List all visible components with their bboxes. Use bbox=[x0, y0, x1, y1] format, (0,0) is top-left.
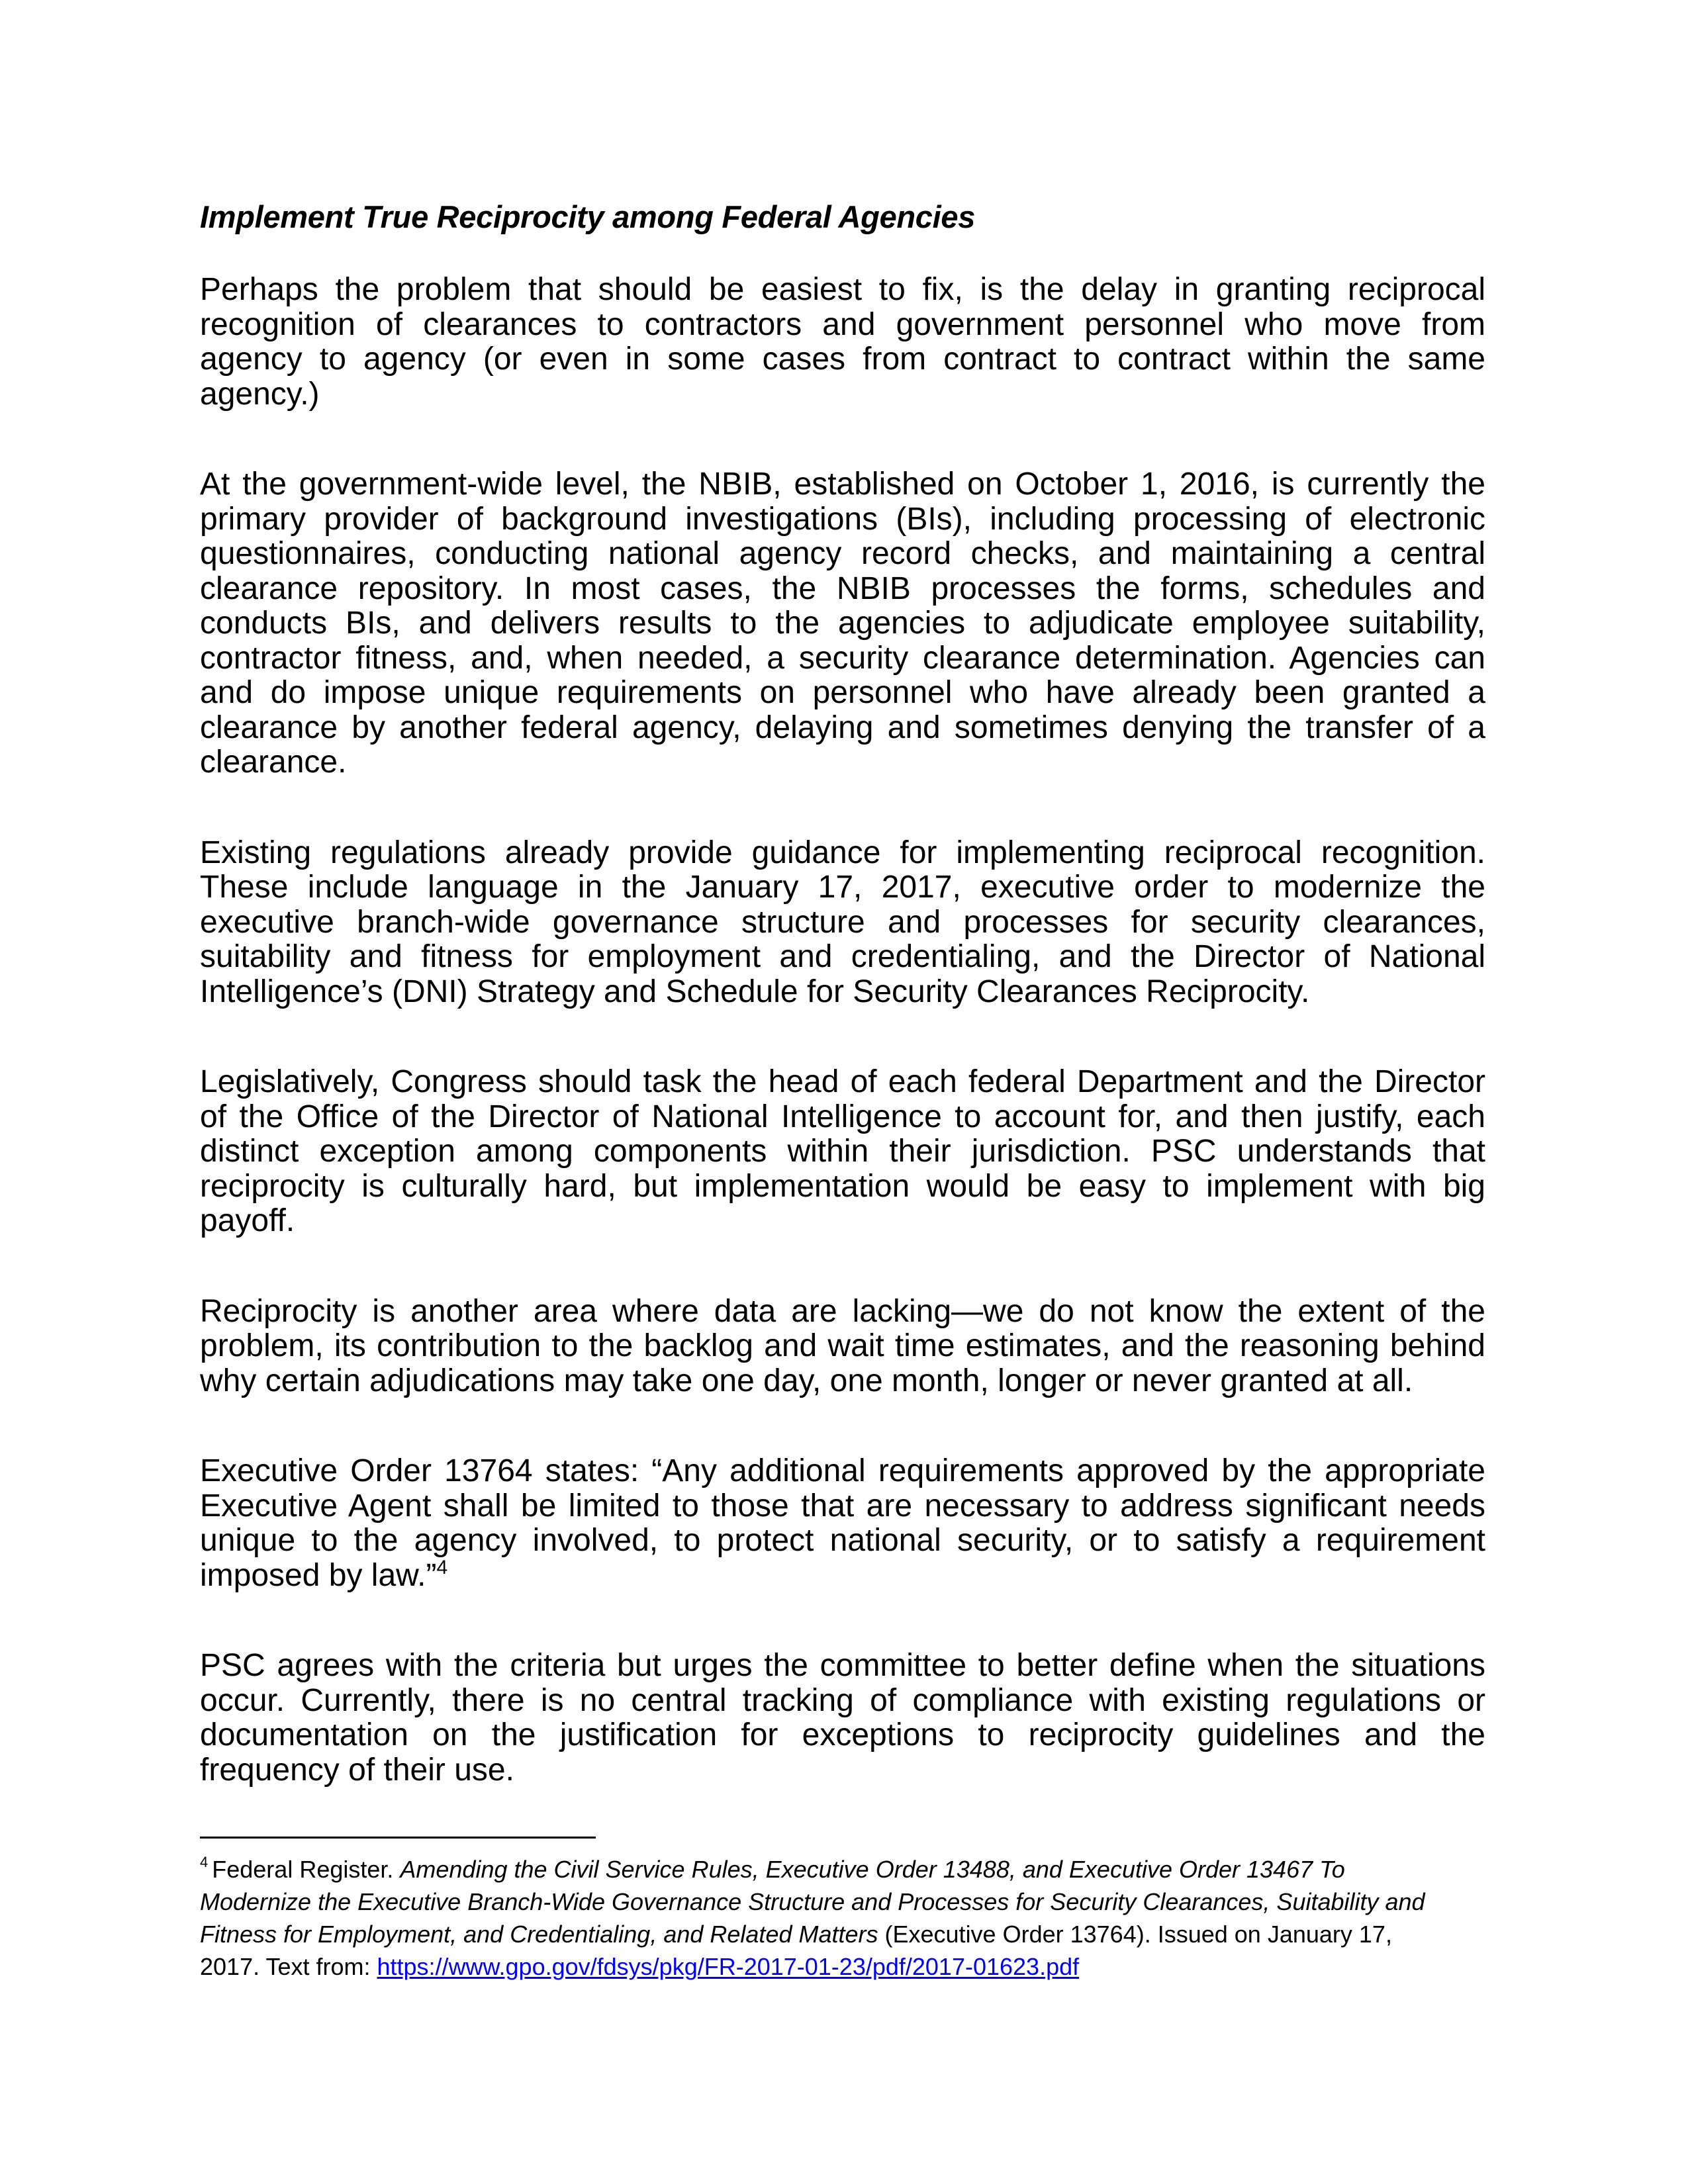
footnote-separator bbox=[200, 1837, 596, 1839]
text-line: executive branch-wide governance structure and processes for security clearances, bbox=[200, 904, 1485, 940]
text-line: payoff. bbox=[200, 1203, 295, 1238]
footnote-detail: (Executive Order 13764). Issued on January 17, bbox=[878, 1921, 1392, 1948]
text-line: PSC agrees with the criteria but urges the committee to better define when the situations bbox=[200, 1648, 1485, 1683]
text-line: Existing regulations already provide guidance for implementing reciprocal recognition. bbox=[200, 835, 1485, 870]
footnote bbox=[200, 1853, 1485, 1983]
paragraph-data-lacking bbox=[200, 1295, 1485, 1399]
text-line: occur. Currently, there is no central tracking of compliance with existing regulations or bbox=[200, 1682, 1485, 1718]
footnote-line bbox=[200, 1886, 1485, 1918]
text-line: Legislatively, Congress should task the head of each federal Department and the Director bbox=[200, 1064, 1485, 1099]
text-line: At the government-wide level, the NBIB, established on October 1, 2016, is currently the bbox=[200, 467, 1485, 502]
paragraph-executive-order-quote bbox=[200, 1454, 1485, 1593]
text-line: problem, its contribution to the backlog and wait time estimates, and the reasoning behind bbox=[200, 1328, 1485, 1363]
text-line: why certain adjudications may take one day, one month, longer or never granted at all. bbox=[200, 1363, 1413, 1398]
footnote-line bbox=[200, 1853, 1485, 1886]
text-line: Executive Order 13764 states: “Any additional requirements approved by the appropriate bbox=[200, 1453, 1485, 1488]
paragraph-nbib bbox=[200, 467, 1485, 780]
text-line: questionnaires, conducting national agency record checks, and maintaining a central bbox=[200, 536, 1485, 571]
text-line: agency.) bbox=[200, 376, 320, 412]
footnote-detail: 2017. Text from: bbox=[200, 1953, 377, 1980]
footnote-source-link[interactable]: https://www.gpo.gov/fdsys/pkg/FR-2017-01-23/pdf/2017-01623.pdf bbox=[377, 1953, 1080, 1980]
footnote-title: Modernize the Executive Branch-Wide Governance Structure and Processes for Security Clearances, Suitability and bbox=[200, 1888, 1425, 1915]
text-line: primary provider of background investigations (BIs), including processing of electronic bbox=[200, 501, 1485, 537]
text-line: clearance repository. In most cases, the NBIB processes the forms, schedules and bbox=[200, 570, 1485, 606]
footnote-source: Federal Register. bbox=[212, 1856, 400, 1883]
text-line: clearance by another federal agency, delaying and sometimes denying the transfer of a bbox=[200, 709, 1485, 745]
footnote-title: Fitness for Employment, and Credentialing, and Related Matters bbox=[200, 1921, 878, 1948]
paragraph-existing-regulations bbox=[200, 836, 1485, 1010]
text-line: contractor fitness, and, when needed, a security clearance determination. Agencies can bbox=[200, 640, 1485, 676]
text-line: reciprocity is culturally hard, but implementation would be easy to implement with big bbox=[200, 1168, 1485, 1204]
text-line: of the Office of the Director of National Intelligence to account for, and then justify, each bbox=[200, 1099, 1485, 1134]
text-line: documentation on the justification for exceptions to reciprocity guidelines and the bbox=[200, 1717, 1485, 1752]
text-line: Perhaps the problem that should be easiest to fix, is the delay in granting reciprocal bbox=[200, 272, 1485, 307]
text-line: conducts BIs, and delivers results to the agencies to adjudicate employee suitability, bbox=[200, 606, 1485, 641]
text-line: Executive Agent shall be limited to those that are necessary to address significant needs bbox=[200, 1488, 1485, 1524]
text-line: frequency of their use. bbox=[200, 1752, 514, 1788]
paragraph-reciprocity-delay bbox=[200, 273, 1485, 412]
text-line: recognition of clearances to contractors and government personnel who move from bbox=[200, 306, 1485, 342]
text-line: distinct exception among components within their jurisdiction. PSC understands that bbox=[200, 1134, 1485, 1169]
paragraph-psc-agrees bbox=[200, 1649, 1485, 1788]
footnote-title: Amending the Civil Service Rules, Executive Order 13488, and Executive Order 13467 To bbox=[400, 1856, 1345, 1883]
body-text bbox=[200, 273, 1485, 1843]
footnote-line bbox=[200, 1950, 1485, 1983]
text-line: agency to agency (or even in some cases from contract to contract within the same bbox=[200, 341, 1485, 377]
text-line: Intelligence’s (DNI) Strategy and Schedule for Security Clearances Reciprocity. bbox=[200, 974, 1310, 1009]
text-line: Reciprocity is another area where data are lacking—we do not know the extent of the bbox=[200, 1293, 1485, 1329]
text-line: clearance. bbox=[200, 745, 347, 780]
paragraph-legislatively bbox=[200, 1065, 1485, 1239]
text-line bbox=[200, 1556, 1485, 1594]
text-line: suitability and fitness for employment and credentialing, and the Director of National bbox=[200, 939, 1485, 974]
section-title: Implement True Reciprocity among Federal Agencies bbox=[200, 199, 976, 234]
text-line-content: imposed by law.” bbox=[200, 1557, 437, 1593]
footnote-marker: 4 bbox=[200, 1854, 209, 1870]
text-line: These include language in the January 17, 2017, executive order to modernize the bbox=[200, 870, 1485, 905]
text-line: unique to the agency involved, to protect national security, or to satisfy a requirement bbox=[200, 1523, 1485, 1558]
footnote-line bbox=[200, 1918, 1485, 1950]
footnote-reference[interactable]: 4 bbox=[436, 1556, 448, 1578]
text-line: and do impose unique requirements on personnel who have already been granted a bbox=[200, 675, 1485, 710]
